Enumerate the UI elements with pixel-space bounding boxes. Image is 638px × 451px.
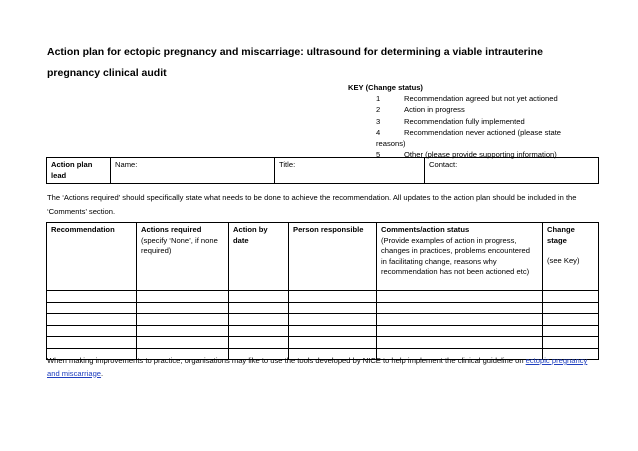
action-plan-table — [46, 222, 599, 360]
contact-field[interactable]: Contact: — [425, 158, 599, 184]
key-item: 1 Recommendation agreed but not yet actioned — [376, 94, 558, 104]
table-row[interactable] — [47, 291, 599, 303]
key-item: 2 Action in progress — [376, 105, 465, 115]
header-recommendation: Recommendation — [47, 223, 137, 291]
action-plan-lead-label: Action plan lead — [47, 158, 111, 184]
name-field[interactable]: Name: — [111, 158, 275, 184]
action-plan-lead-table — [46, 157, 599, 184]
key-item-continuation: reasons) — [376, 139, 406, 149]
change-status-key — [348, 82, 580, 160]
title-field[interactable]: Title: — [275, 158, 425, 184]
table-row[interactable] — [47, 337, 599, 349]
table-row[interactable] — [47, 314, 599, 326]
guideline-link[interactable]: ectopic pregnancy and miscarriage — [47, 356, 588, 378]
key-item: 3 Recommendation fully implemented — [376, 116, 525, 126]
footer-note: When making improvements to practice, organisations may like to use the tools developed by NICE to help implement the clinical guideline on ectopic pregnancy and miscarriage. — [47, 356, 588, 378]
table-row[interactable] — [47, 325, 599, 337]
header-change-stage: Change stage (see Key) — [543, 223, 599, 291]
key-item: 4 Recommendation never actioned (please state — [376, 127, 562, 137]
key-item: 5 Other (please provide supporting information) — [376, 150, 557, 160]
header-comments: Comments/action status (Provide examples of action in progress, changes in practices, problems encountered in facilitating change, reasons why recommendation has not been actioned etc) — [377, 223, 543, 291]
header-person-responsible: Person responsible — [289, 223, 377, 291]
key-heading: KEY (Change status) — [348, 83, 423, 92]
header-actions-required: Actions required (specify ‘None’, if none required) — [137, 223, 229, 291]
header-action-by-date: Action by date — [229, 223, 289, 291]
table-row[interactable] — [47, 302, 599, 314]
table-header-row — [47, 223, 599, 291]
page-title: Action plan for ectopic pregnancy and miscarriage: ultrasound for determining a viable intrauterine pregnancy clinical audit — [47, 46, 543, 79]
instructions-text: The ‘Actions required’ should specifically state what needs to be done to achieve the recommendation. All updates to the action plan should be included in the ‘Comments’ section. — [47, 193, 577, 216]
